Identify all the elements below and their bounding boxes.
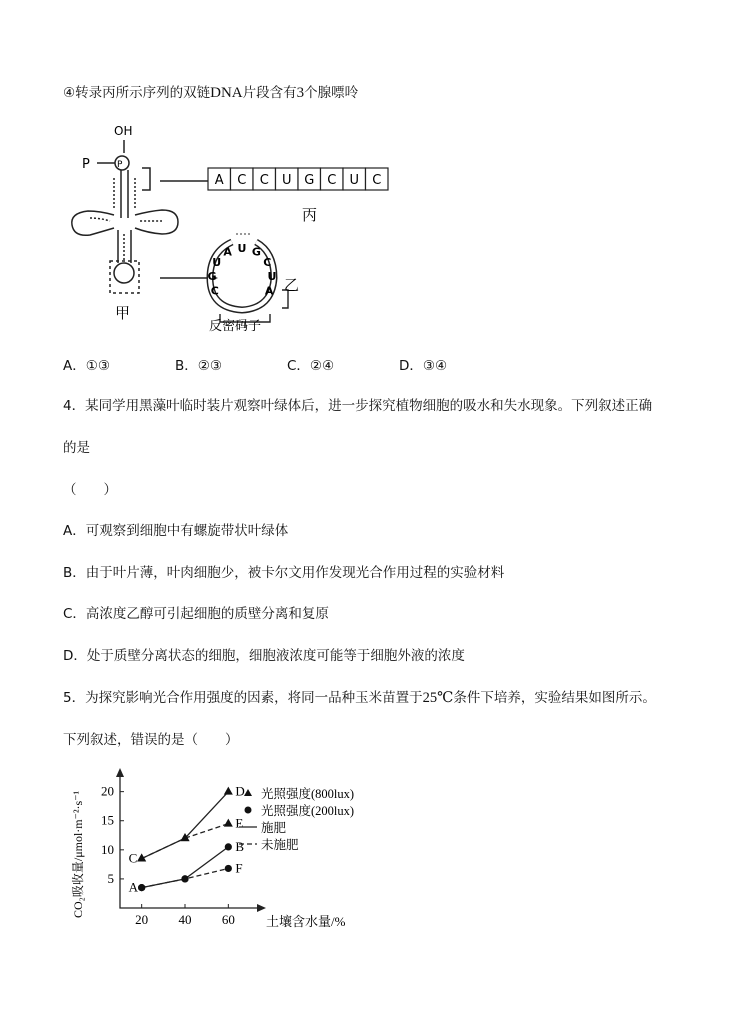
circle-point — [225, 843, 232, 850]
q4-option-b[interactable]: B．由于叶片薄，叶肉细胞少，被卡尔文用作发现光合作用过程的实验材料 — [63, 565, 505, 581]
legend-circle — [245, 807, 252, 814]
d-arm-pairs — [90, 218, 110, 221]
loop-base: C — [263, 255, 272, 269]
anticodon-enlarged — [208, 234, 288, 328]
q5-stem-text-end: 条件下培养，实验结果如图所示。 — [453, 690, 656, 706]
anticodon-label: 反密码子 — [209, 319, 262, 334]
y-tick-label: 5 — [107, 870, 114, 886]
q3-options — [63, 357, 447, 375]
point-label: A — [128, 879, 139, 895]
legend-label: 光照强度(800lux) — [261, 787, 355, 801]
dna-term: DNA — [210, 85, 243, 101]
sequence-base: G — [304, 173, 315, 188]
q4-answer-paren: （ ） — [63, 482, 117, 498]
statement-4-text-end: 个腺嘌呤 — [304, 85, 359, 101]
q3-option-b[interactable]: B．②③ — [175, 358, 222, 374]
loop-base: U — [267, 270, 277, 284]
bing-label: 丙 — [302, 206, 318, 224]
acceptor-stem — [121, 170, 128, 218]
y-axis-label: CO₂吸收量/μmol·m⁻²·s⁻¹ — [71, 790, 85, 918]
circle-point — [181, 875, 188, 882]
x-tick-label: 20 — [135, 912, 149, 927]
sequence-base: C — [372, 173, 382, 188]
sequence-base: U — [349, 173, 360, 188]
triangle-point — [224, 819, 233, 827]
q3-option-a[interactable]: A．①③ — [63, 358, 110, 374]
co2-uptake-chart — [60, 760, 360, 940]
trna-figure — [60, 118, 480, 338]
oh-label: OH — [114, 124, 133, 138]
sequence-base: U — [281, 173, 292, 188]
stem-pairs — [114, 178, 135, 210]
circle-point — [138, 884, 145, 891]
adenine-count: 3 — [296, 85, 305, 101]
t-arm — [135, 210, 178, 234]
anticodon-loop — [114, 263, 134, 283]
d-arm — [72, 211, 114, 235]
sequence-base: C — [327, 173, 337, 188]
y-tick-label: 15 — [101, 812, 114, 828]
q3-option-c[interactable]: C．②④ — [287, 358, 335, 374]
q4-option-a[interactable]: A．可观察到细胞中有螺旋带状叶绿体 — [63, 523, 289, 539]
q4-option-d[interactable]: D．处于质壁分离状态的细胞，细胞液浓度可能等于细胞外液的浓度 — [63, 648, 465, 664]
statement-4 — [63, 84, 358, 102]
loop-base: A — [264, 284, 274, 298]
legend-label: 施肥 — [261, 821, 287, 835]
legend-triangle — [244, 789, 252, 796]
sequence-base: C — [259, 173, 269, 188]
jia-label: 甲 — [115, 304, 131, 322]
yi-label: 乙 — [284, 276, 300, 294]
point-label: F — [235, 860, 243, 876]
q5-stem-line2: 下列叙述，错误的是（ ） — [63, 732, 239, 748]
legend-label: 光照强度(200lux) — [261, 804, 355, 818]
series-line — [142, 792, 229, 859]
loop-base: G — [251, 245, 261, 259]
triangle-point — [224, 787, 233, 795]
point-label: B — [235, 838, 245, 854]
q5-stem-text: 5．为探究影响光合作用强度的因素，将同一品种玉米苗置于 — [63, 690, 423, 706]
q5-stem-line1 — [63, 689, 656, 707]
point-label: C — [128, 850, 138, 866]
y-tick-label: 20 — [101, 783, 114, 799]
statement-4-text-mid: 片段含有 — [242, 85, 297, 101]
x-axis-arrow — [257, 904, 266, 912]
loop-base: U — [212, 255, 222, 269]
circle-point — [225, 865, 232, 872]
loop-base: U — [237, 242, 247, 255]
y-tick-label: 10 — [101, 841, 114, 857]
q4-stem-line1: 4．某同学用黑藻叶临时装片观察叶绿体后，进一步探究植物细胞的吸水和失水现象。下列叙述正确 — [63, 398, 653, 414]
statement-4-text: ④转录丙所示序列的双链 — [63, 85, 211, 101]
point-label: E — [235, 815, 244, 831]
y-axis-arrow — [116, 768, 124, 777]
loop-base: A — [223, 245, 232, 259]
legend-label: 未施肥 — [261, 838, 299, 852]
p-in-circle: P — [117, 160, 123, 170]
loop-base: C — [210, 284, 219, 298]
x-axis-label: 土壤含水量/% — [266, 914, 346, 929]
p-label: P — [82, 157, 90, 172]
sequence-row — [208, 168, 388, 190]
sequence-base: C — [237, 173, 247, 188]
sequence-base: A — [214, 173, 224, 188]
point-label: D — [235, 783, 245, 799]
q4-option-c[interactable]: C．高浓度乙醇可引起细胞的质壁分离和复原 — [63, 606, 329, 622]
x-tick-label: 40 — [178, 912, 192, 927]
q5-temperature: 25℃ — [422, 690, 454, 706]
q3-option-d[interactable]: D．③④ — [399, 358, 448, 374]
acceptor-bracket — [142, 168, 150, 190]
x-tick-label: 60 — [221, 912, 235, 927]
q4-stem-line2: 的是 — [63, 440, 90, 456]
loop-base: G — [207, 270, 217, 284]
